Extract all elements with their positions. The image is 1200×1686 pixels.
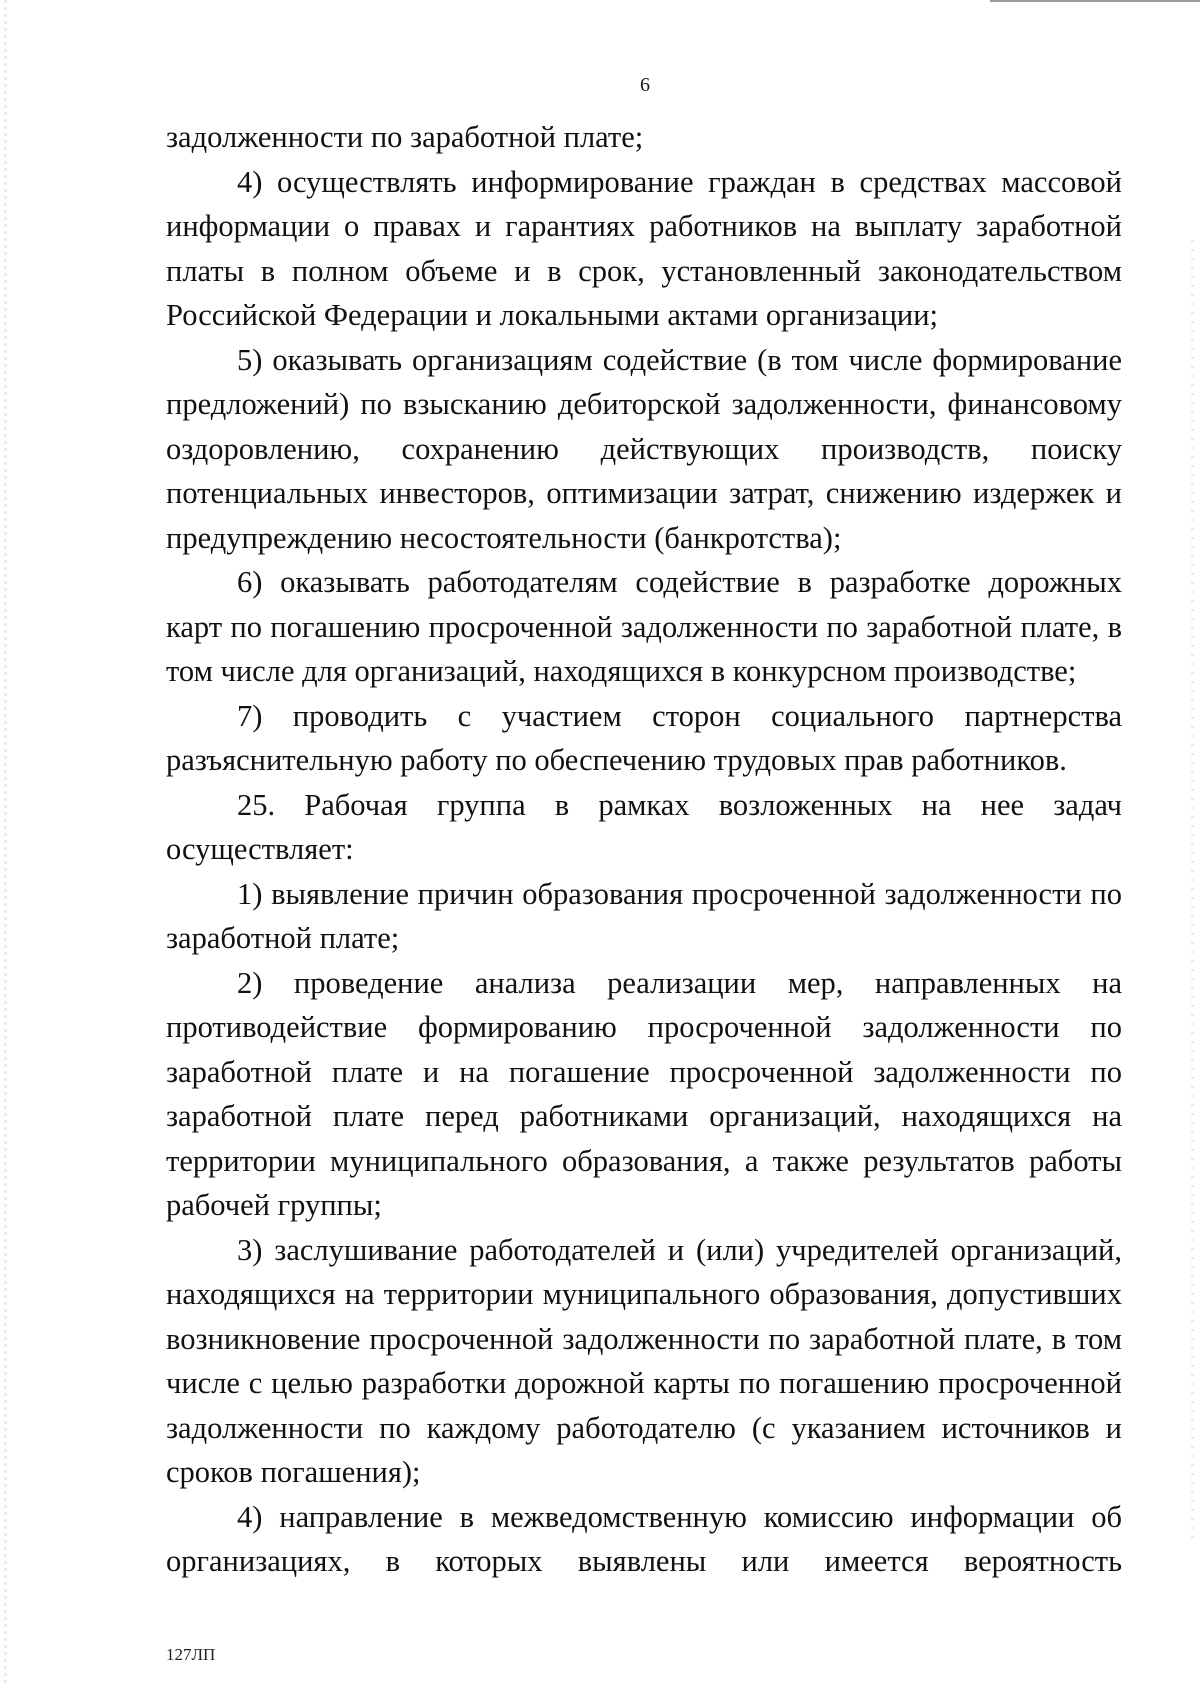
paragraph-item-4: 4) осуществлять информирование граждан в средствах массовой информации о правах и гарантиях работников на выплату заработной платы в полном объеме и в срок, установленный законодательством Российской Федерации и локальными актами организации;	[166, 164, 1122, 332]
paragraph-item-6: 6) оказывать работодателям содействие в разработке дорожных карт по погашению просроченной задолженности по заработной плате, в том числе для организаций, находящихся в конкурсном производстве;	[166, 565, 1122, 688]
page-number: 6	[640, 74, 650, 96]
paragraph-item-5: 5) оказывать организациям содействие (в том числе формирование предложений) по взысканию дебиторской задолженности, финансовому оздоровлению, сохранению действующих производств, поиску потенциальных инвесторов, оптимизации затрат, снижению издержек и предупреждению несостоятельности (банкротства);	[166, 342, 1122, 555]
paragraph-section-25: 25. Рабочая группа в рамках возложенных на нее задач осуществляет:	[166, 787, 1122, 866]
paragraph-subitem-2: 2) проведение анализа реализации мер, направленных на противодействие формированию просроченной задолженности по заработной плате и на погашение просроченной задолженности по заработной плате перед работниками организаций, находящихся на территории муниципального образования, а также результатов работы рабочей группы;	[166, 965, 1122, 1222]
paragraph-subitem-3: 3) заслушивание работодателей и (или) учредителей организаций, находящихся на территории муниципального образования, допустивших возникновение просроченной задолженности по заработной плате, в том числе с целью разработки дорожной карты по погашению просроченной задолженности по каждому работодателю (с указанием источников и сроков погашения);	[166, 1232, 1122, 1489]
paragraph-continuation: задолженности по заработной плате;	[166, 120, 644, 154]
scan-edge-artifact-left	[4, 0, 7, 1686]
scan-edge-artifact-right	[1191, 240, 1194, 1540]
paragraph-subitem-1: 1) выявление причин образования просроченной задолженности по заработной плате;	[166, 876, 1122, 955]
scan-edge-artifact-top	[990, 0, 1200, 2]
document-code: 127ЛП	[166, 1645, 216, 1664]
paragraph-item-7: 7) проводить с участием сторон социального партнерства разъяснительную работу по обеспечению трудовых прав работников.	[166, 698, 1122, 777]
document-body	[166, 115, 1122, 1584]
paragraph-subitem-4: 4) направление в межведомственную комиссию информации об организациях, в которых выявлены или имеется вероятность	[166, 1499, 1122, 1578]
